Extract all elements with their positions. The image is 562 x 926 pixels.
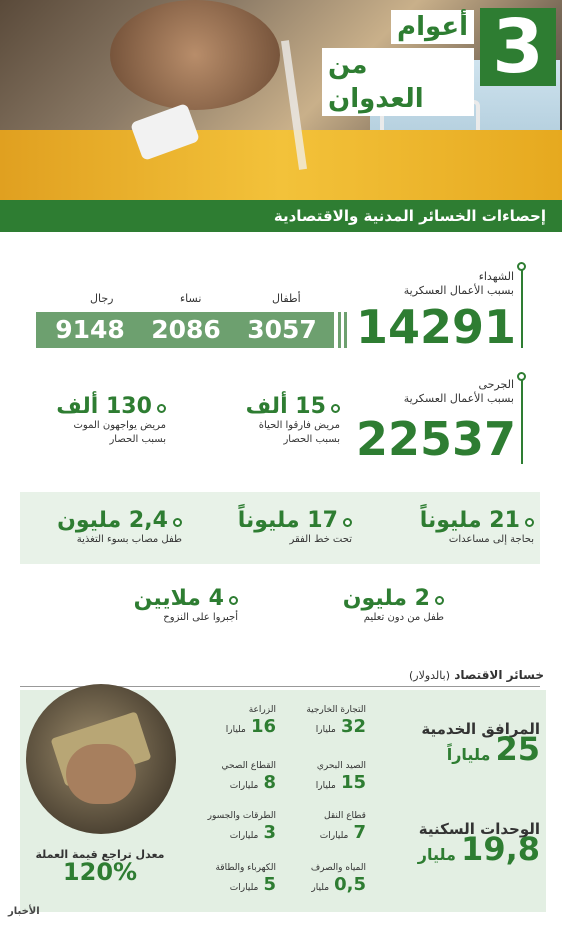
women-label: نساء (180, 292, 202, 305)
martyrs-breakdown (36, 312, 334, 348)
men-value: 9148 (55, 315, 125, 344)
title-block (322, 4, 556, 114)
martyrs-total: 14291 (355, 300, 516, 354)
siege-deaths: 15 ألف مريض فارقوا الحياة بسبب الحصار (245, 394, 340, 445)
currency-decline: معدل تراجع قيمة العملة 120% (35, 848, 165, 886)
below-poverty: 17 مليوناً تحت خط الفقر (237, 508, 352, 545)
currency-photo (26, 684, 176, 834)
displaced: 4 ملايين أجبروا على النزوح (133, 586, 238, 623)
siege-at-risk: 130 ألف مريض يواجهون الموت بسبب الحصار (56, 394, 166, 445)
econ-transport: قطاع النقل 7 مليارات (319, 811, 366, 843)
malnourished: 2,4 مليون طفل مصاب بسوء التغذية (57, 508, 182, 545)
econ-health: القطاع الصحي 8 مليارات (221, 761, 276, 793)
housing-units: الوحدات السكنية 19,8 مليار (417, 820, 540, 868)
econ-electricity: الكهرباء والطاقة 5 مليارات (215, 863, 276, 895)
no-education: 2 مليون طفل من دون تعليم (342, 586, 444, 623)
title-line1: أعوام (391, 10, 474, 44)
need-aid: 21 مليوناً بحاجة إلى مساعدات (419, 508, 534, 545)
wounded-line (521, 378, 523, 464)
women-value: 2086 (151, 315, 221, 344)
wounded-total: 22537 (355, 412, 516, 466)
econ-fishing: الصيد البحري 15 مليارا (315, 761, 366, 793)
martyrs-dot (517, 262, 526, 271)
wounded-label: الجرحى بسبب الأعمال العسكرية (403, 378, 514, 405)
children-value: 3057 (247, 315, 317, 344)
service-facilities: المرافق الخدمية 25 ملياراً (421, 720, 540, 768)
economy-title: خسائر الاقتصاد (بالدولار) (408, 668, 544, 682)
section-band: إحصاءات الخسائر المدنية والاقتصادية (0, 200, 562, 232)
publisher-logo: الأخبار (8, 906, 40, 917)
title-line2: من العدوان (322, 48, 474, 116)
econ-foreign-trade: التجارة الخارجية 32 مليارا (306, 705, 366, 737)
econ-roads: الطرقات والجسور 3 مليارات (207, 811, 276, 843)
econ-water: المياه والصرف 0,5 مليار (310, 863, 366, 895)
martyrs-line (521, 268, 523, 348)
men-label: رجال (90, 292, 114, 305)
martyrs-label: الشهداء بسبب الأعمال العسكرية (403, 270, 514, 297)
wounded-dot (517, 372, 526, 381)
children-label: أطفال (272, 292, 301, 305)
years-number: 3 (480, 8, 556, 86)
econ-agriculture: الزراعة 16 مليارا (225, 705, 276, 737)
